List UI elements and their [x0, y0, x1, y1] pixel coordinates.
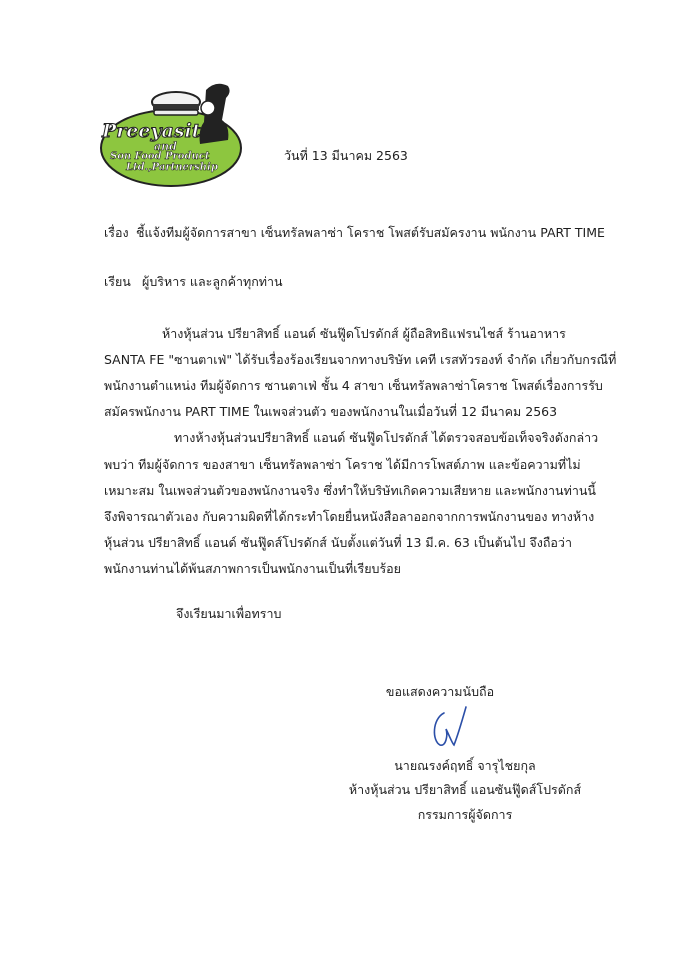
- paragraph-line: พนักงานท่านได้พ้นสภาพการเป็นพนักงานเป็นที่เรียบร้อย: [104, 561, 401, 576]
- salutation-text: ผู้บริหาร และลูกค้าทุกท่าน: [142, 274, 283, 289]
- logo-title: Preeyasit: [102, 120, 201, 142]
- letter-date: วันที่ 13 มีนาคม 2563: [284, 148, 408, 163]
- paragraph-line: พนักงานตำแหน่ง ทีมผู้จัดการ ซานตาเฟ่ ชั้น 4 สาขา เซ็นทรัลพลาซ่าโคราช โพสต์เรื่องการรับ: [104, 378, 603, 393]
- logo-and: and: [154, 140, 177, 153]
- company-logo: [96, 80, 271, 190]
- closing-text: จึงเรียนมาเพื่อทราบ: [176, 606, 282, 621]
- salutation-label: เรียน: [104, 274, 131, 289]
- paragraph-line: จึงพิจารณาตัวเอง กับความผิดที่ได้กระทำโดยยื่นหนังสือลาออกจากการพนักงานของ ทางห้าง: [104, 509, 595, 524]
- paragraph-line: เหมาะสม ในเพจส่วนตัวของพนักงานจริง ซึ่งทำให้บริษัทเกิดความเสียหาย และพนักงานท่านนี้: [104, 483, 596, 498]
- subject-label: เรื่อง: [104, 225, 129, 240]
- signatory-position: กรรมการผู้จัดการ: [417, 807, 513, 822]
- paragraph-line: สมัครพนักงาน PART TIME ในเพจส่วนตัว ของพนักงานในเมื่อวันที่ 12 มีนาคม 2563: [104, 404, 558, 419]
- paragraph-line: พบว่า ทีมผู้จัดการ ของสาขา เซ็นทรัลพลาซ่า โคราช ได้มีการโพสต์ภาพ และข้อความที่ไม่: [104, 457, 581, 472]
- signatory-name: นายณรงค์ฤทธิ์ จารุไชยกุล: [394, 758, 536, 773]
- regards-text: ขอแสดงความนับถือ: [385, 684, 495, 699]
- logo-line3: Son Food Product: [110, 151, 210, 162]
- paragraph-line: ห้างหุ้นส่วน ปรียาสิทธิ์ แอนด์ ซันฟู๊ดโปรดักส์ ผู้ถือสิทธิแฟรนไชส์ ร้านอาหาร: [162, 326, 566, 341]
- signatory-company: ห้างหุ้นส่วน ปรียาสิทธิ์ แอนซันฟู๊ดส์โปรดักส์: [348, 782, 582, 797]
- signature-icon: [430, 705, 470, 750]
- logo-line4: Ltd.,Partnership: [126, 162, 218, 173]
- paragraph-line: SANTA FE "ซานตาเฟ่" ได้รับเรื่องร้องเรียนจากทางบริษัท เคที เรสทัวรองท์ จำกัด เกี่ยวกับกรณีที่: [104, 352, 617, 367]
- paragraph-line: หุ้นส่วน ปรียาสิทธิ์ แอนด์ ซันฟู๊ดส์โปรดักส์ นับตั้งแต่วันที่ 13 มี.ค. 63 เป็นต้นไป จึงถือว่า: [104, 535, 572, 550]
- paragraph-line: ทางห้างหุ้นส่วนปรียาสิทธิ์ แอนด์ ซันฟู๊ดโปรดักส์ ได้ตรวจสอบข้อเท็จจริงดังกล่าว: [174, 430, 599, 445]
- subject-text: ชี้แจ้งทีมผู้จัดการสาขา เซ็นทรัลพลาซ่า โคราช โพสต์รับสมัครงาน พนักงาน PART TIME: [136, 225, 605, 240]
